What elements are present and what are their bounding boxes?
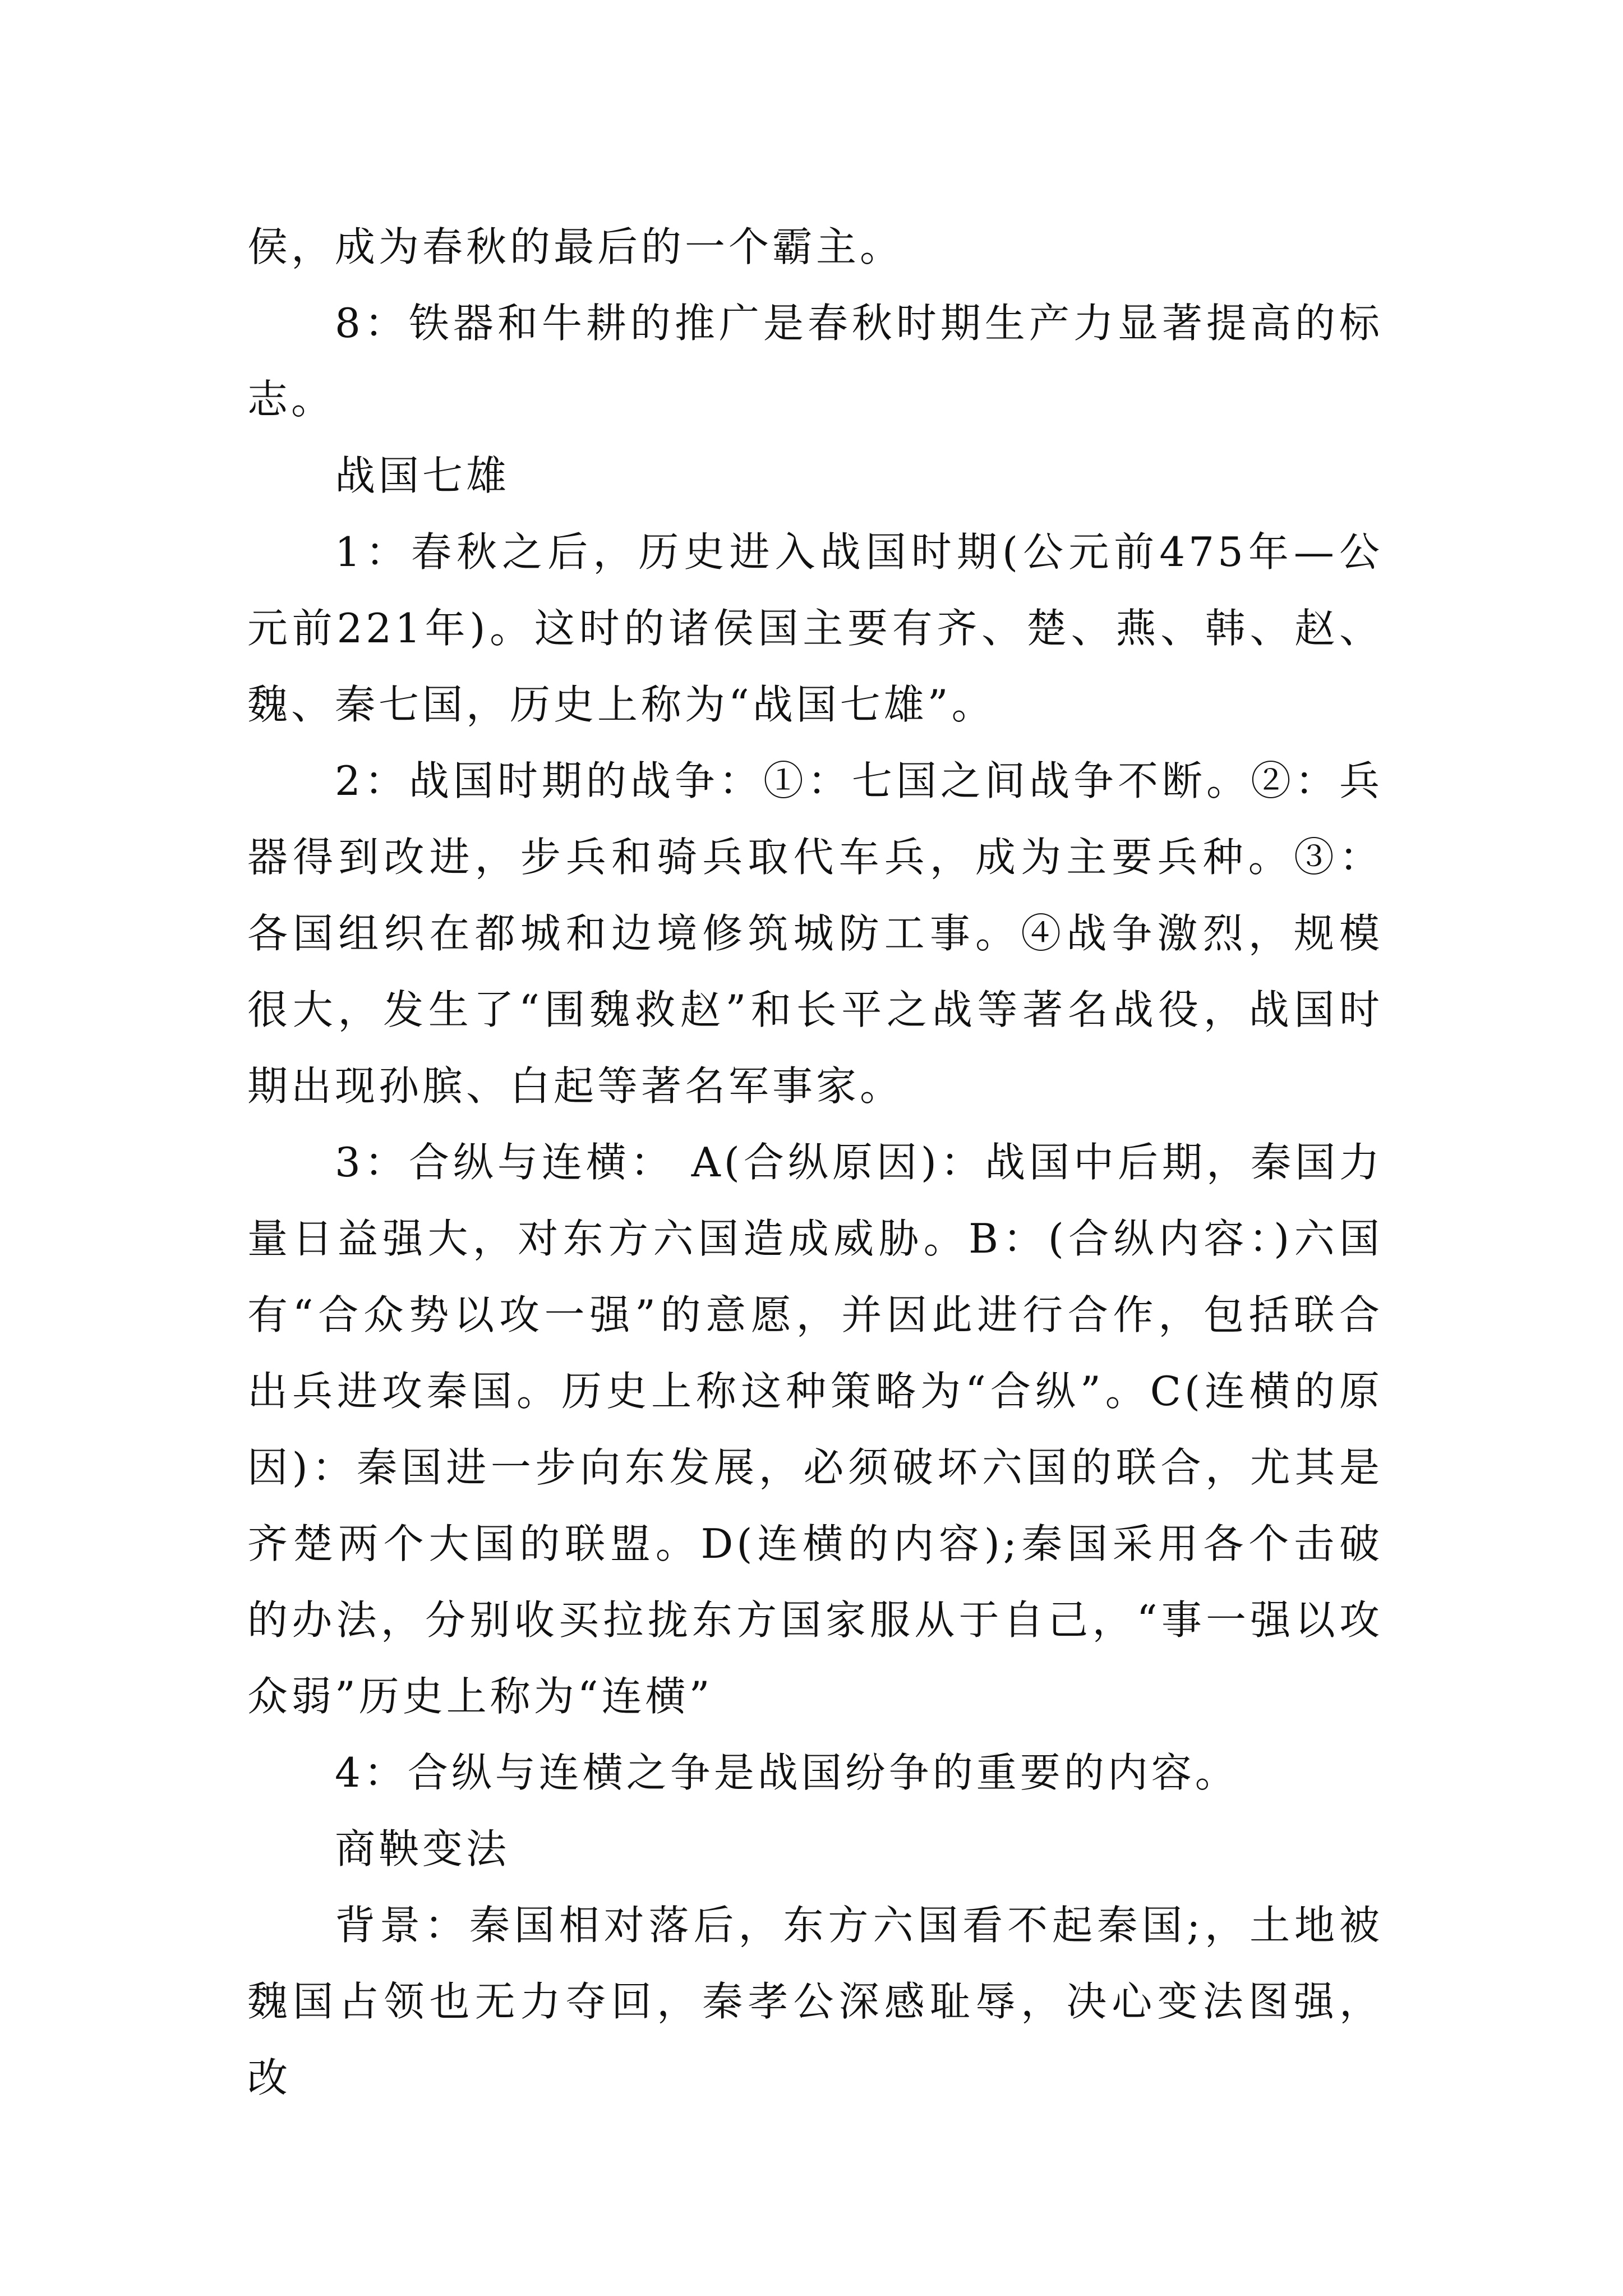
document-body bbox=[247, 209, 1383, 2116]
section-heading-shang-yang-reform: 商鞅变法 bbox=[335, 1825, 510, 1872]
paragraph-item-2-wars: 2：战国时期的战争：①：七国之间战争不断。②：兵器得到改进，步兵和骑兵取代车兵，成为主要兵种。③：各国组织在都城和边境修筑城防工事。④战争激烈，规模很大，发生了“围魏救赵”和长平之战等著名战役，战国时期出现孙膑、白起等著名军事家。 bbox=[247, 757, 1383, 1110]
paragraph-item-8-iron-tools: 8：铁器和牛耕的推广是春秋时期生产力显著提高的标志。 bbox=[247, 300, 1383, 423]
paragraph-continuation: 侯，成为春秋的最后的一个霸主。 bbox=[247, 223, 904, 270]
paragraph-item-4-conflict: 4：合纵与连横之争是战国纷争的重要的内容。 bbox=[335, 1749, 1239, 1796]
paragraph-background: 背景：秦国相对落后，东方六国看不起秦国;，土地被魏国占领也无力夺回，秦孝公深感耻辱，决心变法图强，改 bbox=[247, 1902, 1383, 2101]
section-heading-warring-states: 战国七雄 bbox=[335, 452, 510, 499]
paragraph-item-1-warring-states-period: 1：春秋之后，历史进入战国时期(公元前475年—公元前221年)。这时的诸侯国主要有齐、楚、燕、韩、赵、魏、秦七国，历史上称为“战国七雄”。 bbox=[247, 528, 1383, 728]
paragraph-item-3-alliances: 3：合纵与连横： A(合纵原因)：战国中后期，秦国力量日益强大，对东方六国造成威胁。B：(合纵内容：)六国有“合众势以攻一强”的意愿，并因此进行合作，包括联合出兵进攻秦国。历史上称这种策略为“合纵”。C(连横的原因)：秦国进一步向东发展，必须破坏六国的联合，尤其是齐楚两个大国的联盟。D(连横的内容);秦国采用各个击破的办法，分别收买拉拢东方国家服从于自己，“事一强以攻众弱”历史上称为“连横” bbox=[247, 1139, 1383, 1720]
